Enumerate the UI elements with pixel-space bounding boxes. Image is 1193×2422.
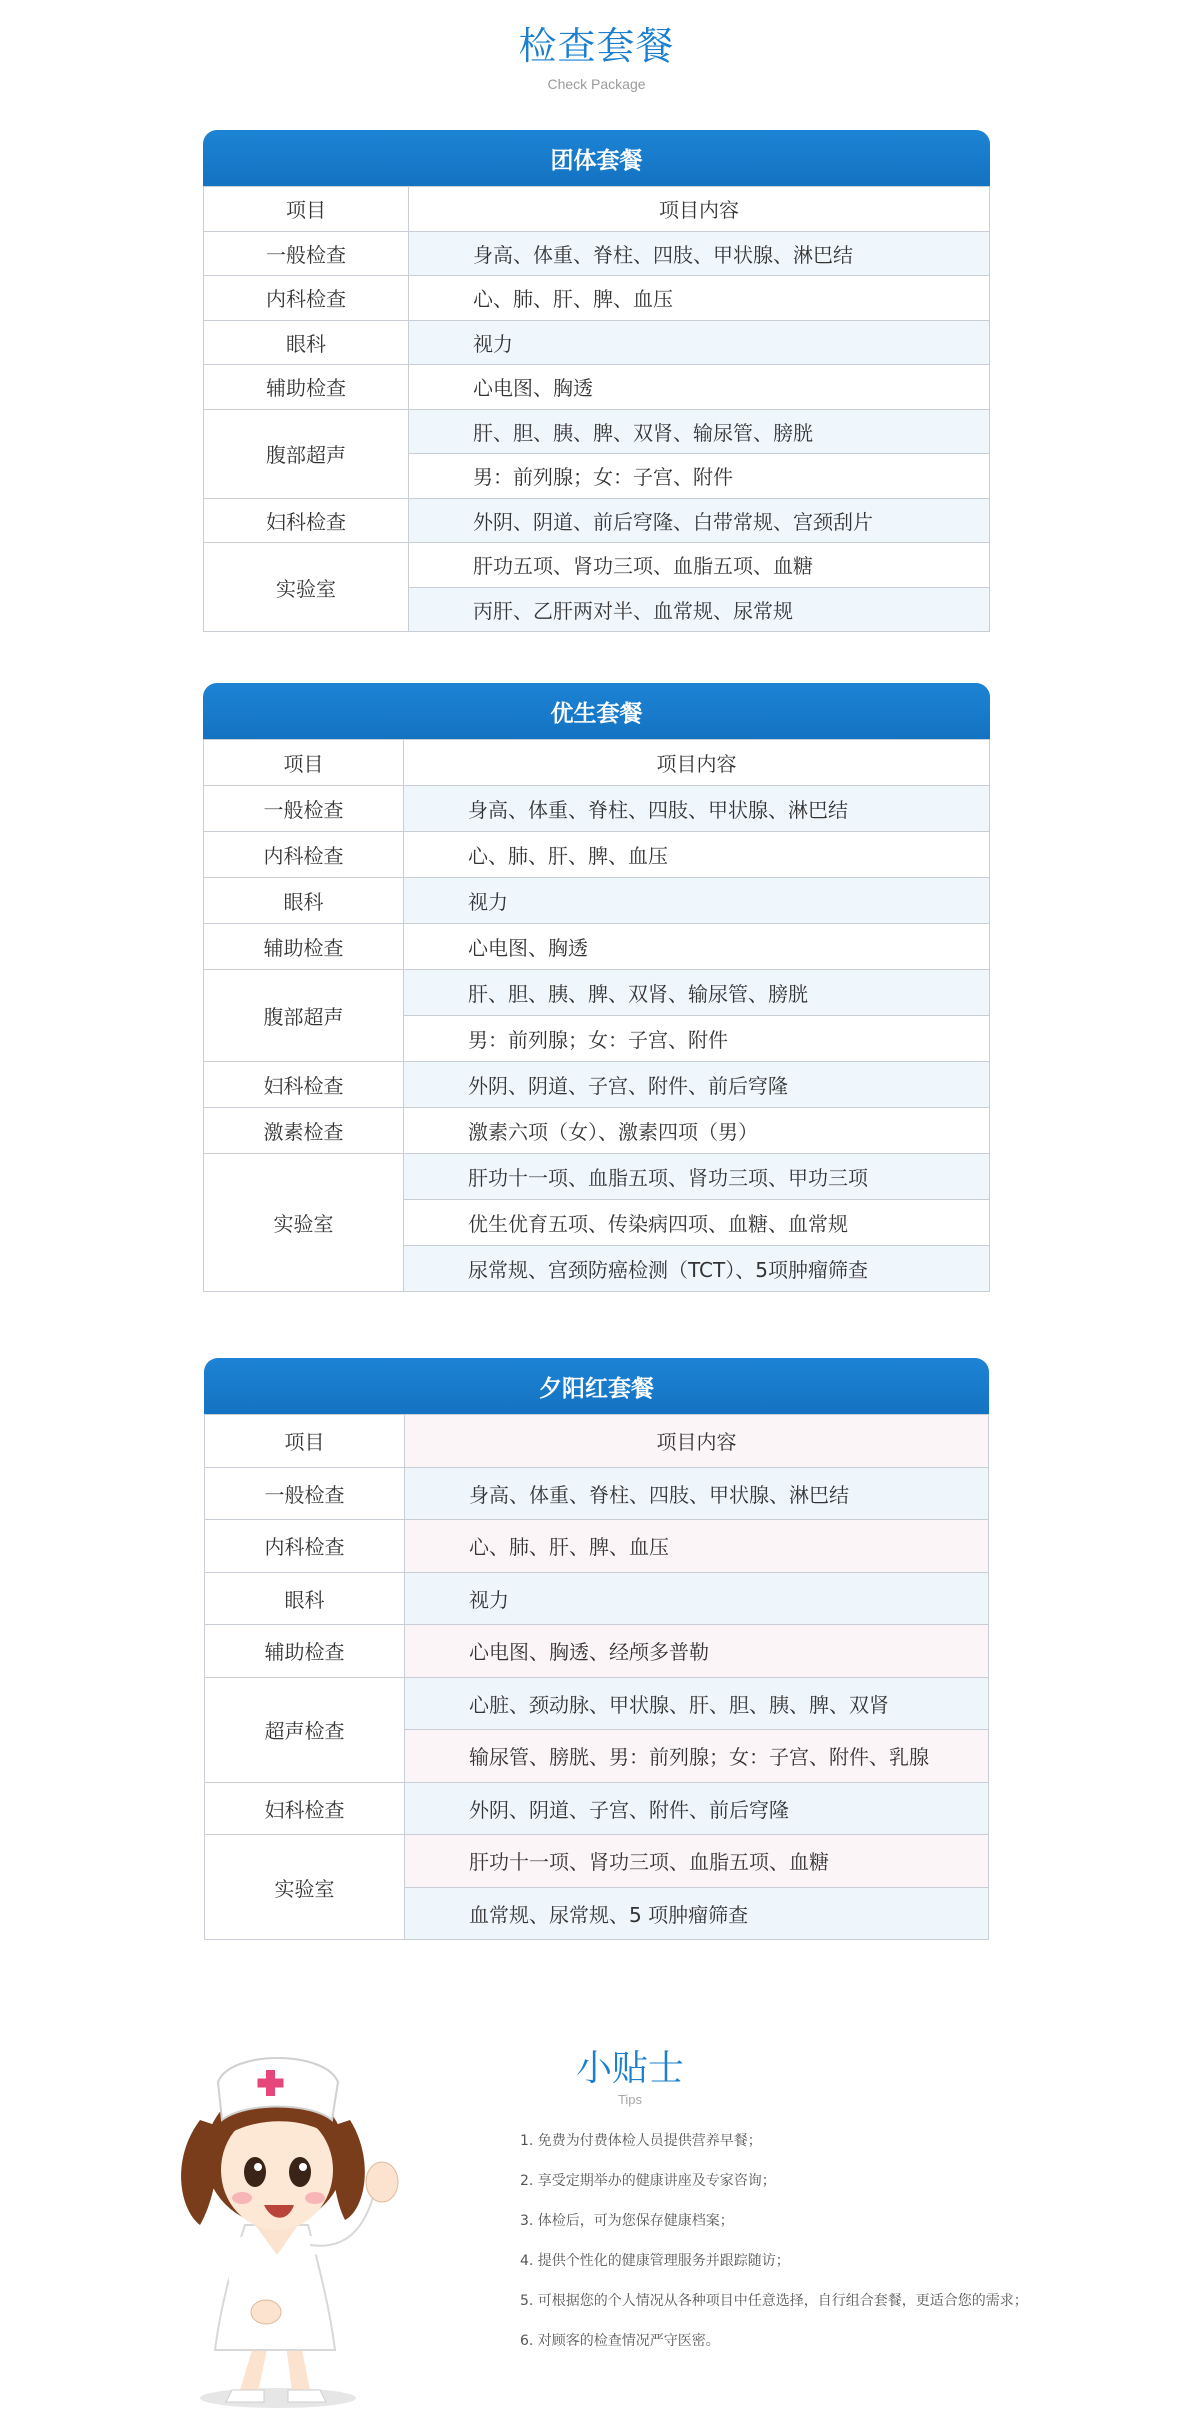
table-row (204, 1062, 990, 1108)
table-row (205, 1677, 989, 1730)
tips-list (520, 2130, 1140, 2370)
column-header-content: 项目内容 (404, 740, 990, 786)
table-header-row (204, 740, 990, 786)
row-item-label: 内科检查 (204, 832, 404, 878)
table-row (204, 365, 990, 410)
row-item-label: 实验室 (204, 1154, 404, 1292)
table-row (205, 1625, 989, 1678)
tip-item: 5. 可根据您的个人情况从各种项目中任意选择，自行组合套餐，更适合您的需求； (520, 2293, 1028, 2309)
row-content: 输尿管、膀胱、男：前列腺；女：子宫、附件、乳腺 (405, 1730, 989, 1783)
row-content: 男：前列腺；女：子宫、附件 (409, 454, 990, 499)
table-row (204, 924, 990, 970)
page-title: 检查套餐 (518, 24, 675, 68)
table-header-row (204, 187, 990, 232)
row-content: 视力 (409, 320, 990, 365)
column-header-content: 项目内容 (405, 1415, 989, 1468)
row-content: 心电图、胸透 (409, 365, 990, 410)
row-item-label: 一般检查 (205, 1467, 405, 1520)
row-item-label: 内科检查 (204, 276, 409, 321)
package-title: 团体套餐 (203, 130, 990, 186)
column-header-item: 项目 (205, 1415, 405, 1468)
row-content: 外阴、阴道、子宫、附件、前后穹隆 (404, 1062, 990, 1108)
row-item-label: 实验室 (204, 543, 409, 632)
nurse-illustration (160, 2010, 420, 2414)
row-content: 心、肺、肝、脾、血压 (409, 276, 990, 321)
row-content: 身高、体重、脊柱、四肢、甲状腺、淋巴结 (409, 231, 990, 276)
row-content: 肝功十一项、血脂五项、肾功三项、甲功三项 (404, 1154, 990, 1200)
row-content: 血常规、尿常规、5 项肿瘤筛查 (405, 1887, 989, 1940)
row-content: 身高、体重、脊柱、四肢、甲状腺、淋巴结 (404, 786, 990, 832)
column-header-item: 项目 (204, 187, 409, 232)
row-content: 丙肝、乙肝两对半、血常规、尿常规 (409, 587, 990, 632)
package-title: 优生套餐 (203, 683, 990, 739)
table-row (204, 409, 990, 454)
row-item-label: 妇科检查 (205, 1782, 405, 1835)
table-header-row (205, 1415, 989, 1468)
row-content: 男：前列腺；女：子宫、附件 (404, 1016, 990, 1062)
row-content: 心电图、胸透 (404, 924, 990, 970)
column-header-item: 项目 (204, 740, 404, 786)
row-item-label: 妇科检查 (204, 498, 409, 543)
table-row (204, 543, 990, 588)
row-content: 外阴、阴道、子宫、附件、前后穹隆 (405, 1782, 989, 1835)
tip-item: 4. 提供个性化的健康管理服务并跟踪随访； (520, 2253, 790, 2269)
row-content: 肝、胆、胰、脾、双肾、输尿管、膀胱 (404, 970, 990, 1016)
tips-subtitle: Tips (617, 2092, 643, 2107)
row-content: 肝、胆、胰、脾、双肾、输尿管、膀胱 (409, 409, 990, 454)
row-item-label: 超声检查 (205, 1677, 405, 1782)
row-item-label: 眼科 (204, 878, 404, 924)
table-row (204, 231, 990, 276)
package-title: 夕阳红套餐 (204, 1358, 989, 1414)
table-row (204, 1108, 990, 1154)
row-item-label: 眼科 (205, 1572, 405, 1625)
package-group (203, 130, 990, 632)
package-table (204, 1414, 989, 1940)
row-content: 视力 (405, 1572, 989, 1625)
row-item-label: 腹部超声 (204, 970, 404, 1062)
page-subtitle: Check Package (547, 76, 646, 92)
tips-title: 小贴士 (575, 2048, 684, 2089)
row-item-label: 眼科 (204, 320, 409, 365)
table-row (205, 1572, 989, 1625)
tip-item: 1. 免费为付费体检人员提供营养早餐； (520, 2133, 762, 2149)
row-content: 肝功十一项、肾功三项、血脂五项、血糖 (405, 1835, 989, 1888)
row-content: 优生优育五项、传染病四项、血糖、血常规 (404, 1200, 990, 1246)
tip-item: 6. 对顾客的检查情况严守医密。 (520, 2333, 720, 2349)
tip-item: 2. 享受定期举办的健康讲座及专家咨询； (520, 2173, 776, 2189)
row-item-label: 辅助检查 (205, 1625, 405, 1678)
row-item-label: 激素检查 (204, 1108, 404, 1154)
row-content: 心、肺、肝、脾、血压 (405, 1520, 989, 1573)
table-row (204, 786, 990, 832)
table-row (204, 878, 990, 924)
row-item-label: 辅助检查 (204, 924, 404, 970)
row-content: 心、肺、肝、脾、血压 (404, 832, 990, 878)
row-item-label: 一般检查 (204, 231, 409, 276)
table-row (205, 1782, 989, 1835)
row-content: 视力 (404, 878, 990, 924)
package-table (203, 739, 990, 1292)
row-item-label: 实验室 (205, 1835, 405, 1940)
table-row (204, 320, 990, 365)
table-row (204, 832, 990, 878)
table-row (205, 1467, 989, 1520)
row-content: 尿常规、宫颈防癌检测（TCT）、5项肿瘤筛查 (404, 1246, 990, 1292)
package-senior (204, 1358, 989, 1940)
table-row (205, 1835, 989, 1888)
table-row (204, 498, 990, 543)
row-content: 心电图、胸透、经颅多普勒 (405, 1625, 989, 1678)
table-row (204, 970, 990, 1016)
row-item-label: 内科检查 (205, 1520, 405, 1573)
row-content: 外阴、阴道、前后穹隆、白带常规、宫颈刮片 (409, 498, 990, 543)
package-eugenics (203, 683, 990, 1292)
table-row (205, 1520, 989, 1573)
table-row (204, 276, 990, 321)
row-item-label: 辅助检查 (204, 365, 409, 410)
package-table (203, 186, 990, 632)
row-item-label: 腹部超声 (204, 409, 409, 498)
table-row (204, 1154, 990, 1200)
row-content: 心脏、颈动脉、甲状腺、肝、胆、胰、脾、双肾 (405, 1677, 989, 1730)
column-header-content: 项目内容 (409, 187, 990, 232)
row-item-label: 一般检查 (204, 786, 404, 832)
row-content: 身高、体重、脊柱、四肢、甲状腺、淋巴结 (405, 1467, 989, 1520)
tip-item: 3. 体检后，可为您保存健康档案； (520, 2213, 734, 2229)
row-content: 激素六项（女）、激素四项（男） (404, 1108, 990, 1154)
page-header (0, 22, 1193, 92)
row-content: 肝功五项、肾功三项、血脂五项、血糖 (409, 543, 990, 588)
row-item-label: 妇科检查 (204, 1062, 404, 1108)
